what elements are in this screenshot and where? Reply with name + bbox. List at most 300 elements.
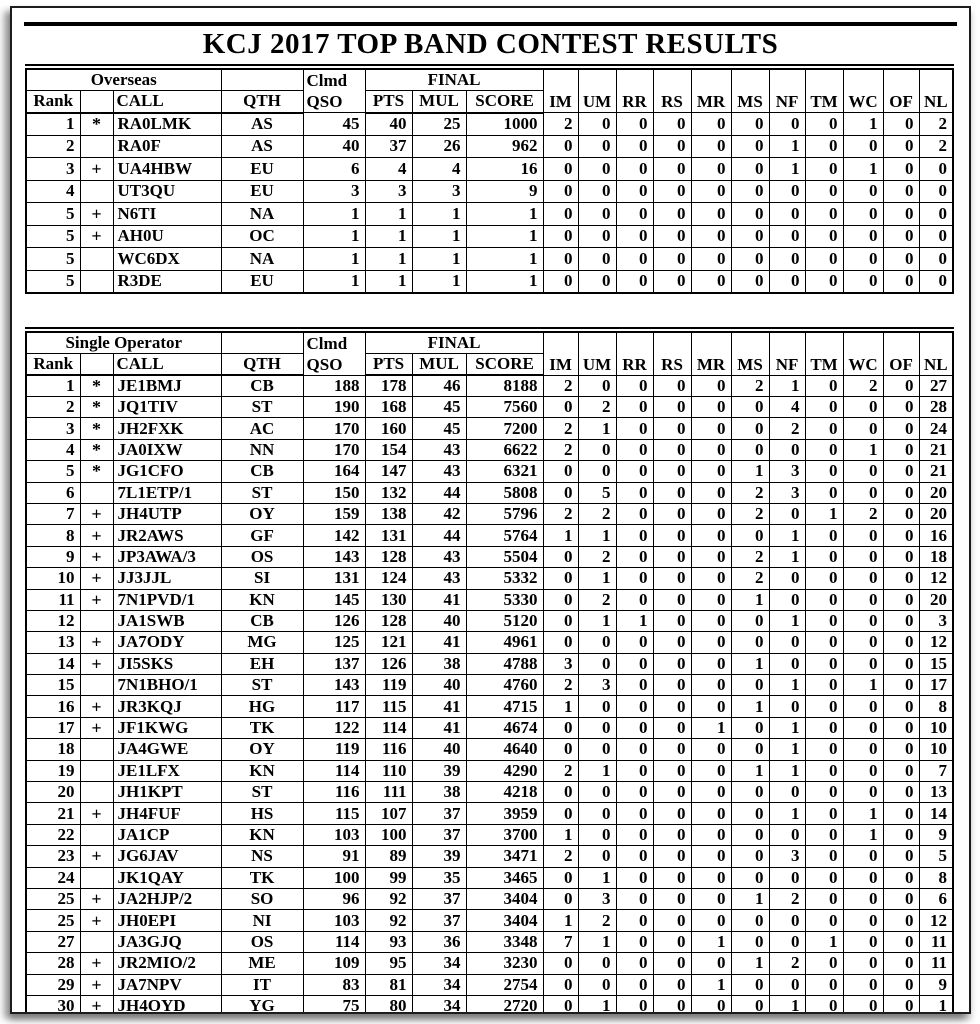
table-cell: 1 [543, 525, 578, 546]
table-cell: 0 [769, 113, 805, 136]
col-header-im: IM [543, 69, 578, 113]
table-cell: HS [221, 803, 303, 824]
table-cell: 0 [653, 717, 691, 738]
table-cell: SI [221, 568, 303, 589]
table-cell: 116 [303, 782, 365, 803]
table-cell: 9 [26, 546, 80, 567]
table-cell: 0 [731, 782, 769, 803]
table-cell: 43 [412, 546, 466, 567]
table-cell: 0 [653, 953, 691, 974]
table-cell: JR3KQJ [113, 696, 221, 717]
table-cell: 9 [919, 824, 953, 845]
table-cell: 0 [653, 824, 691, 845]
table-cell: 0 [616, 953, 653, 974]
table-cell: 2 [578, 546, 616, 567]
table-cell: 0 [731, 867, 769, 888]
table-cell: 0 [578, 439, 616, 460]
table-cell: 0 [843, 888, 883, 909]
table-cell: 1 [412, 248, 466, 271]
table-cell: 24 [26, 867, 80, 888]
table-cell: 0 [883, 953, 919, 974]
table-cell: 119 [303, 739, 365, 760]
table-cell: 0 [616, 846, 653, 867]
table-cell: 40 [365, 113, 412, 136]
table-cell: 1 [26, 113, 80, 136]
table-cell: 4640 [466, 739, 543, 760]
table-cell: 20 [919, 482, 953, 503]
table-cell: OY [221, 503, 303, 524]
table-cell: N6TI [113, 203, 221, 226]
table-cell: 0 [883, 824, 919, 845]
table-cell: 0 [805, 953, 843, 974]
table-cell: JH0EPI [113, 910, 221, 931]
col-header-mul: MUL [412, 353, 466, 375]
table-cell: 1 [578, 568, 616, 589]
table-cell: 962 [466, 135, 543, 158]
table-cell: 0 [578, 803, 616, 824]
table-row [26, 888, 953, 909]
col-header-nl: NL [919, 69, 953, 113]
col-header-pts: PTS [365, 91, 412, 113]
table-cell: 8 [26, 525, 80, 546]
table-cell: 1 [365, 203, 412, 226]
table-row [26, 158, 953, 181]
table-cell: 0 [543, 568, 578, 589]
empty-header-cell [221, 332, 303, 354]
table-cell: 1 [843, 439, 883, 460]
table-cell: 5764 [466, 525, 543, 546]
group-label-single-operator: Single Operator [26, 332, 221, 354]
table-cell: 0 [843, 696, 883, 717]
table-cell: 160 [365, 418, 412, 439]
table-cell: 0 [691, 653, 731, 674]
table-cell: 0 [616, 503, 653, 524]
table-cell: 7N1BHO/1 [113, 675, 221, 696]
table-cell: 0 [578, 248, 616, 271]
table-cell: 27 [919, 375, 953, 397]
col-header-im: IM [543, 332, 578, 376]
table-cell: 0 [578, 158, 616, 181]
table-cell: 0 [653, 418, 691, 439]
col-header-tm: TM [805, 332, 843, 376]
table-cell: 0 [616, 760, 653, 781]
table-cell: 0 [843, 135, 883, 158]
table-cell: 0 [543, 248, 578, 271]
table-cell: TK [221, 717, 303, 738]
table-cell: 1 [412, 225, 466, 248]
col-header-mr: MR [691, 69, 731, 113]
table-cell: 0 [805, 824, 843, 845]
table-cell: 7200 [466, 418, 543, 439]
col-header-of: OF [883, 332, 919, 376]
table-cell: 0 [805, 653, 843, 674]
table-cell: 41 [412, 632, 466, 653]
table-cell: 3 [769, 846, 805, 867]
table-cell: 0 [578, 632, 616, 653]
table-cell: 0 [616, 439, 653, 460]
table-cell: 0 [883, 461, 919, 482]
table-cell: 1 [769, 158, 805, 181]
table-cell: 0 [578, 135, 616, 158]
table-cell: 0 [691, 953, 731, 974]
table-cell: 1 [731, 888, 769, 909]
table-cell: 1 [578, 995, 616, 1014]
table-cell: 4961 [466, 632, 543, 653]
table-cell: 1 [769, 675, 805, 696]
table-cell [80, 739, 113, 760]
table-row [26, 782, 953, 803]
table-cell: 11 [26, 589, 80, 610]
table-cell: 0 [691, 867, 731, 888]
table-cell: 0 [616, 482, 653, 503]
table-cell: 0 [578, 270, 616, 293]
table-cell: JA1CP [113, 824, 221, 845]
table-cell: 5 [26, 203, 80, 226]
table-cell: 0 [731, 910, 769, 931]
table-cell: 0 [653, 113, 691, 136]
table-cell: 0 [691, 888, 731, 909]
table-cell: 0 [919, 158, 953, 181]
table-cell: 0 [843, 568, 883, 589]
table-cell: 36 [412, 931, 466, 952]
table-cell: 0 [691, 803, 731, 824]
col-header-claimed-qso [303, 69, 365, 113]
table-cell: 3 [26, 418, 80, 439]
table-cell: 117 [303, 696, 365, 717]
table-cell: 0 [616, 824, 653, 845]
table-cell: 1 [543, 696, 578, 717]
table-cell: 20 [26, 782, 80, 803]
table-row [26, 439, 953, 460]
table-cell: JR2MIO/2 [113, 953, 221, 974]
table-cell: 0 [883, 717, 919, 738]
table-cell [80, 180, 113, 203]
table-cell: YG [221, 995, 303, 1014]
table-cell: 93 [365, 931, 412, 952]
table-cell: 0 [769, 203, 805, 226]
table-cell [80, 760, 113, 781]
table-cell: + [80, 803, 113, 824]
table-cell: IT [221, 974, 303, 995]
table-cell: 0 [805, 525, 843, 546]
table-row [26, 180, 953, 203]
table-row [26, 482, 953, 503]
table-cell: 2 [843, 503, 883, 524]
table-cell [80, 867, 113, 888]
table-cell: 1 [691, 931, 731, 952]
table-cell: 1 [691, 717, 731, 738]
table-cell: 1 [412, 270, 466, 293]
table-cell: 1 [365, 248, 412, 271]
table-cell: + [80, 525, 113, 546]
table-cell: 3 [769, 482, 805, 503]
table-cell: 0 [805, 803, 843, 824]
table-cell: 3 [412, 180, 466, 203]
table-cell: * [80, 418, 113, 439]
table-cell: 0 [543, 888, 578, 909]
table-cell: EU [221, 270, 303, 293]
table-cell [80, 248, 113, 271]
table-cell: + [80, 995, 113, 1014]
table-cell: 15 [919, 653, 953, 674]
table-cell: 3404 [466, 888, 543, 909]
col-header-um: UM [578, 69, 616, 113]
table-cell: 0 [805, 439, 843, 460]
table-cell: AC [221, 418, 303, 439]
table-cell: 2 [578, 397, 616, 418]
table-cell: 37 [412, 824, 466, 845]
table-cell: JA0IXW [113, 439, 221, 460]
table-cell: 0 [616, 974, 653, 995]
table-cell: 1 [769, 739, 805, 760]
table-cell: + [80, 589, 113, 610]
table-cell: 0 [543, 589, 578, 610]
table-cell: 0 [578, 180, 616, 203]
table-cell: 2 [731, 375, 769, 397]
table-cell: 0 [616, 568, 653, 589]
table-cell: 0 [883, 375, 919, 397]
table-cell: 0 [653, 225, 691, 248]
table-cell: 0 [653, 375, 691, 397]
table-cell: 0 [769, 180, 805, 203]
table-cell [80, 824, 113, 845]
table-cell: 0 [919, 225, 953, 248]
table-cell: 0 [805, 203, 843, 226]
empty-header-cell [221, 69, 303, 91]
table-cell: 0 [543, 782, 578, 803]
table-cell: 0 [843, 482, 883, 503]
table-cell: 0 [691, 910, 731, 931]
table-cell: 0 [843, 546, 883, 567]
table-cell: 0 [578, 203, 616, 226]
table-cell: 6 [26, 482, 80, 503]
table-cell: 0 [843, 782, 883, 803]
table-cell: 6622 [466, 439, 543, 460]
table-cell: JH1KPT [113, 782, 221, 803]
table-cell: 16 [26, 696, 80, 717]
table-row [26, 846, 953, 867]
table-cell: 0 [883, 782, 919, 803]
table-cell: 96 [303, 888, 365, 909]
table-row [26, 632, 953, 653]
table-cell: 0 [731, 824, 769, 845]
table-cell: 142 [303, 525, 365, 546]
table-row [26, 135, 953, 158]
table-cell: 0 [691, 846, 731, 867]
table-cell: 0 [653, 974, 691, 995]
table-cell: 0 [543, 461, 578, 482]
table-cell: 34 [412, 953, 466, 974]
col-header-rs: RS [653, 69, 691, 113]
table-cell: 5504 [466, 546, 543, 567]
table-cell: 1 [769, 610, 805, 631]
table-cell: 0 [616, 158, 653, 181]
table-cell: 4290 [466, 760, 543, 781]
table-cell: 95 [365, 953, 412, 974]
table-cell: ST [221, 482, 303, 503]
table-cell: * [80, 461, 113, 482]
table-cell: 37 [412, 888, 466, 909]
table-cell: 0 [691, 782, 731, 803]
col-header-of: OF [883, 69, 919, 113]
table-cell: 0 [883, 135, 919, 158]
table-cell: 0 [691, 203, 731, 226]
col-header-mr: MR [691, 332, 731, 376]
table-cell: 29 [26, 974, 80, 995]
table-cell: 1 [578, 525, 616, 546]
table-row [26, 910, 953, 931]
col-header-nl: NL [919, 332, 953, 376]
table-cell: 0 [691, 610, 731, 631]
table-cell: 0 [691, 439, 731, 460]
table-cell: 7 [919, 760, 953, 781]
table-cell: 0 [578, 824, 616, 845]
table-cell: 0 [805, 846, 843, 867]
table-cell: JA2HJP/2 [113, 888, 221, 909]
table-cell: 122 [303, 717, 365, 738]
table-cell: 0 [543, 995, 578, 1014]
table-cell: 14 [919, 803, 953, 824]
table-cell: 0 [769, 910, 805, 931]
table-cell: 21 [919, 461, 953, 482]
table-cell: 3700 [466, 824, 543, 845]
table-cell: 0 [919, 270, 953, 293]
table-cell: 0 [731, 803, 769, 824]
col-header-nf: NF [769, 332, 805, 376]
table-cell: 0 [653, 503, 691, 524]
table-cell: 2 [769, 418, 805, 439]
col-header-award-symbol [80, 91, 113, 113]
table-cell: 5330 [466, 589, 543, 610]
table-row [26, 203, 953, 226]
table-cell: 2 [543, 760, 578, 781]
table-cell: 0 [653, 653, 691, 674]
table-cell: 40 [412, 739, 466, 760]
table-cell: KN [221, 824, 303, 845]
table-cell: 1 [769, 375, 805, 397]
table-cell: + [80, 953, 113, 974]
table-cell: 0 [769, 653, 805, 674]
table-cell: 35 [412, 867, 466, 888]
table-cell: 0 [691, 760, 731, 781]
group-label-overseas: Overseas [26, 69, 221, 91]
table-cell: 0 [731, 397, 769, 418]
table-cell: 0 [731, 270, 769, 293]
table-cell: 0 [653, 995, 691, 1014]
table-cell [80, 782, 113, 803]
table-cell: 119 [365, 675, 412, 696]
table-row [26, 248, 953, 271]
table-cell: 1 [843, 113, 883, 136]
col-header-mul: MUL [412, 91, 466, 113]
table-cell: 43 [412, 439, 466, 460]
table-cell: JP3AWA/3 [113, 546, 221, 567]
table-cell: 0 [653, 675, 691, 696]
table-cell: HG [221, 696, 303, 717]
table-cell: 5 [26, 248, 80, 271]
table-cell: 0 [883, 113, 919, 136]
table-cell: + [80, 846, 113, 867]
table-cell: 0 [578, 225, 616, 248]
table-cell: 1 [26, 375, 80, 397]
table-cell: CB [221, 375, 303, 397]
table-cell: 0 [578, 461, 616, 482]
table-cell [80, 482, 113, 503]
table-cell: 7 [26, 503, 80, 524]
table-cell: 0 [653, 439, 691, 460]
table-cell: 0 [805, 739, 843, 760]
table-cell: 0 [805, 696, 843, 717]
table-cell: 0 [543, 397, 578, 418]
table-cell: 0 [653, 760, 691, 781]
table-cell: 0 [691, 589, 731, 610]
table-cell: 0 [616, 270, 653, 293]
table-cell: 25 [26, 888, 80, 909]
table-cell: 0 [805, 461, 843, 482]
table-cell: 0 [543, 546, 578, 567]
table-cell [80, 931, 113, 952]
table-cell: 0 [805, 632, 843, 653]
table-cell: 0 [691, 113, 731, 136]
table-cell: 170 [303, 439, 365, 460]
table-cell: ME [221, 953, 303, 974]
table-cell: 0 [731, 113, 769, 136]
table-cell: + [80, 503, 113, 524]
table-cell: 0 [883, 974, 919, 995]
col-header-wc: WC [843, 69, 883, 113]
table-cell: 3465 [466, 867, 543, 888]
table-cell: 12 [919, 910, 953, 931]
table-cell: 1 [805, 931, 843, 952]
table-cell: 1 [731, 461, 769, 482]
table-cell: 0 [616, 225, 653, 248]
table-row [26, 931, 953, 952]
table-cell: 1 [769, 525, 805, 546]
table-cell: EH [221, 653, 303, 674]
table-cell: 40 [412, 610, 466, 631]
table-cell: 143 [303, 675, 365, 696]
table-cell: 0 [653, 135, 691, 158]
table-cell: 0 [843, 397, 883, 418]
table-cell: + [80, 158, 113, 181]
table-cell: 99 [365, 867, 412, 888]
table-cell: 0 [769, 439, 805, 460]
table-cell: 0 [653, 803, 691, 824]
table-cell: 0 [805, 589, 843, 610]
table-cell: 4715 [466, 696, 543, 717]
table-cell: 0 [616, 675, 653, 696]
table-row [26, 546, 953, 567]
table-cell: 41 [412, 589, 466, 610]
table-row [26, 675, 953, 696]
table-cell: 178 [365, 375, 412, 397]
table-cell: 0 [616, 867, 653, 888]
table-cell: 0 [616, 910, 653, 931]
table-cell: 0 [653, 397, 691, 418]
col-header-score: SCORE [466, 353, 543, 375]
table-cell: 0 [731, 610, 769, 631]
col-header-ms: MS [731, 332, 769, 376]
table-cell: 37 [412, 803, 466, 824]
table-cell: 38 [412, 782, 466, 803]
table-cell: 2 [578, 503, 616, 524]
table-row [26, 760, 953, 781]
table-cell: 0 [543, 225, 578, 248]
table-cell: 40 [303, 135, 365, 158]
table-cell: 7560 [466, 397, 543, 418]
final-group-header: FINAL [365, 332, 543, 354]
table-cell: 92 [365, 888, 412, 909]
